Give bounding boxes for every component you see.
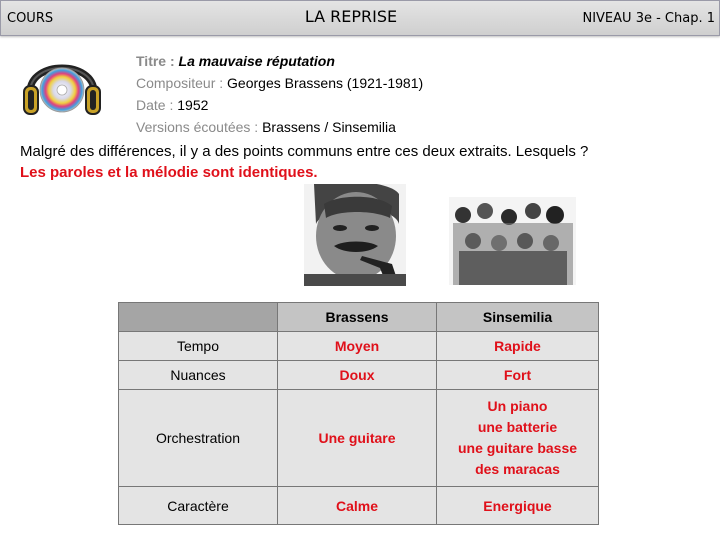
cell-brassens-caractere: Calme xyxy=(278,487,437,525)
versions-label: Versions écoutées : xyxy=(136,119,263,135)
table-header-row xyxy=(119,303,599,332)
cell-brassens-orchestration: Une guitare xyxy=(278,390,437,487)
table-row xyxy=(119,390,599,487)
question-text: Malgré des différences, il y a des points communs entre ces deux extraits. Lesquels ? xyxy=(20,143,589,160)
answer-text: Les paroles et la mélodie sont identiques. xyxy=(20,164,318,181)
row-label-orchestration: Orchestration xyxy=(119,390,278,487)
cell-sinsemilia-caractere: Energique xyxy=(437,487,599,525)
cell-brassens-tempo: Moyen xyxy=(278,332,437,361)
composer-line xyxy=(136,72,423,94)
composer-value: Georges Brassens (1921-1981) xyxy=(227,75,424,91)
instrument-line: Un piano xyxy=(487,398,548,414)
date-label: Date : xyxy=(136,97,178,113)
sinsemilia-photo xyxy=(449,197,576,285)
table-row xyxy=(119,332,599,361)
comparison-table xyxy=(118,302,599,525)
composer-label: Compositeur : xyxy=(136,75,228,91)
headphones-cd-icon xyxy=(22,46,102,126)
versions-value: Brassens / Sinsemilia xyxy=(262,119,396,135)
song-title: La mauvaise réputation xyxy=(178,53,335,69)
instrument-line: une batterie xyxy=(477,419,558,435)
cell-sinsemilia-nuances: Fort xyxy=(437,361,599,390)
header-course-label: COURS xyxy=(7,11,54,26)
versions-line xyxy=(136,116,423,138)
table-corner-cell xyxy=(119,303,278,332)
brassens-photo xyxy=(304,184,406,286)
date-value: 1952 xyxy=(177,97,209,113)
column-header-sinsemilia: Sinsemilia xyxy=(437,303,599,332)
title-label: Titre : xyxy=(136,53,179,69)
song-title-line xyxy=(136,50,423,72)
row-label-nuances: Nuances xyxy=(119,361,278,390)
header-level-label: NIVEAU 3e - Chap. 1 xyxy=(582,11,715,26)
row-label-caractere: Caractère xyxy=(119,487,278,525)
instrument-line: des maracas xyxy=(475,461,560,477)
cell-sinsemilia-tempo: Rapide xyxy=(437,332,599,361)
table-row xyxy=(119,361,599,390)
instrument-line: une guitare basse xyxy=(457,440,578,456)
song-info xyxy=(136,50,423,138)
header-bar xyxy=(0,0,720,36)
cell-brassens-nuances: Doux xyxy=(278,361,437,390)
page-title: LA REPRISE xyxy=(304,7,398,26)
table-row xyxy=(119,487,599,525)
date-line xyxy=(136,94,423,116)
row-label-tempo: Tempo xyxy=(119,332,278,361)
cell-sinsemilia-orchestration xyxy=(437,390,599,487)
column-header-brassens: Brassens xyxy=(278,303,437,332)
